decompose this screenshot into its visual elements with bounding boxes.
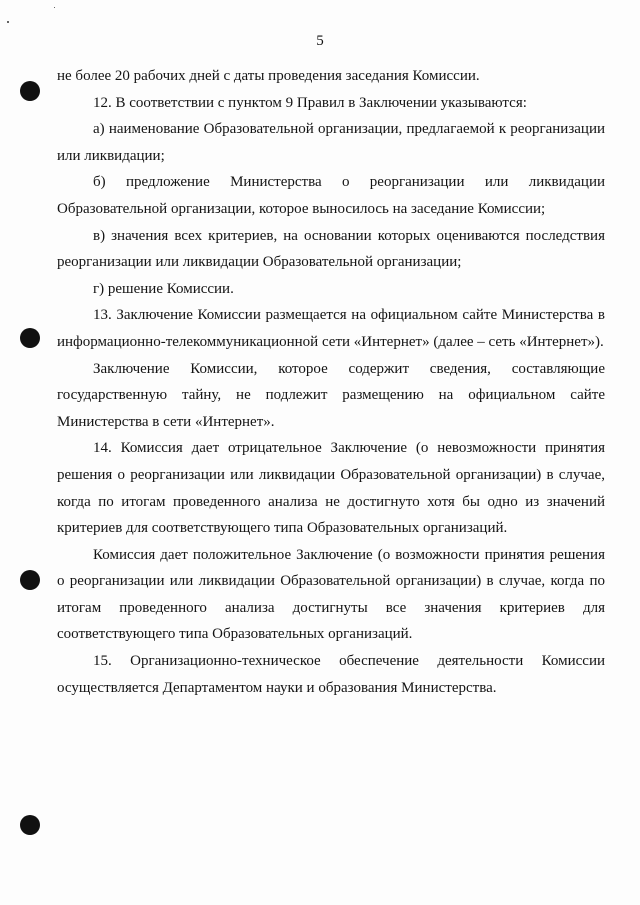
paragraph-12a: а) наименование Образовательной организации, предлагаемой к реорганизации или ликвидации; — [57, 121, 605, 164]
paragraph-12c: в) значения всех критериев, на основании которых оцениваются последствия реорганизации или ликвидации Образовательной организации; — [57, 227, 605, 271]
paragraph-14: 14. Комиссия дает отрицательное Заключение (о невозможности принятия решения о реорганизации или ликвидации Образовательной организации) в случае, когда по итогам проведенного анализа не достигнуто хотя бы одно из значений критериев для соответствующего типа Образовательных организаций. — [57, 440, 605, 537]
page-number: 5 — [316, 33, 324, 49]
binder-hole-3 — [20, 570, 40, 590]
paragraph-12b: б) предложение Министерства о реорганизации или ликвидации Образовательной организации, которое выносилось на заседание Комиссии; — [57, 174, 605, 217]
paragraph-14-positive: Комиссия дает положительное Заключение (о возможности принятия решения о реорганизации или ликвидации Образовательной организации) в случае, когда по итогам проведенного анализа достигнуты все значения критериев для соответствующего типа Образовательных организаций. — [57, 546, 605, 643]
binder-hole-4 — [20, 815, 40, 835]
scan-speck — [54, 7, 55, 8]
paragraph-12d: г) решение Комиссии. — [93, 280, 234, 297]
scan-speck — [7, 21, 9, 23]
paragraph-continuation: не более 20 рабочих дней с даты проведения заседания Комиссии. — [57, 68, 480, 84]
document-body — [57, 63, 605, 701]
paragraph-13-secret: Заключение Комиссии, которое содержит сведения, составляющие государственную тайну, не подлежит размещению на официальном сайте Министерства в сети «Интернет». — [57, 360, 605, 430]
paragraph-12: 12. В соответствии с пунктом 9 Правил в Заключении указываются: — [93, 94, 527, 111]
binder-hole-1 — [20, 81, 40, 101]
binder-hole-2 — [20, 328, 40, 348]
paragraph-13: 13. Заключение Комиссии размещается на официальном сайте Министерства в информационно-телекоммуникационной сети «Интернет» (далее – сеть «Интернет»). — [57, 307, 605, 350]
paragraph-15: 15. Организационно-техническое обеспечение деятельности Комиссии осуществляется Департаментом науки и образования Министерства. — [57, 653, 605, 696]
